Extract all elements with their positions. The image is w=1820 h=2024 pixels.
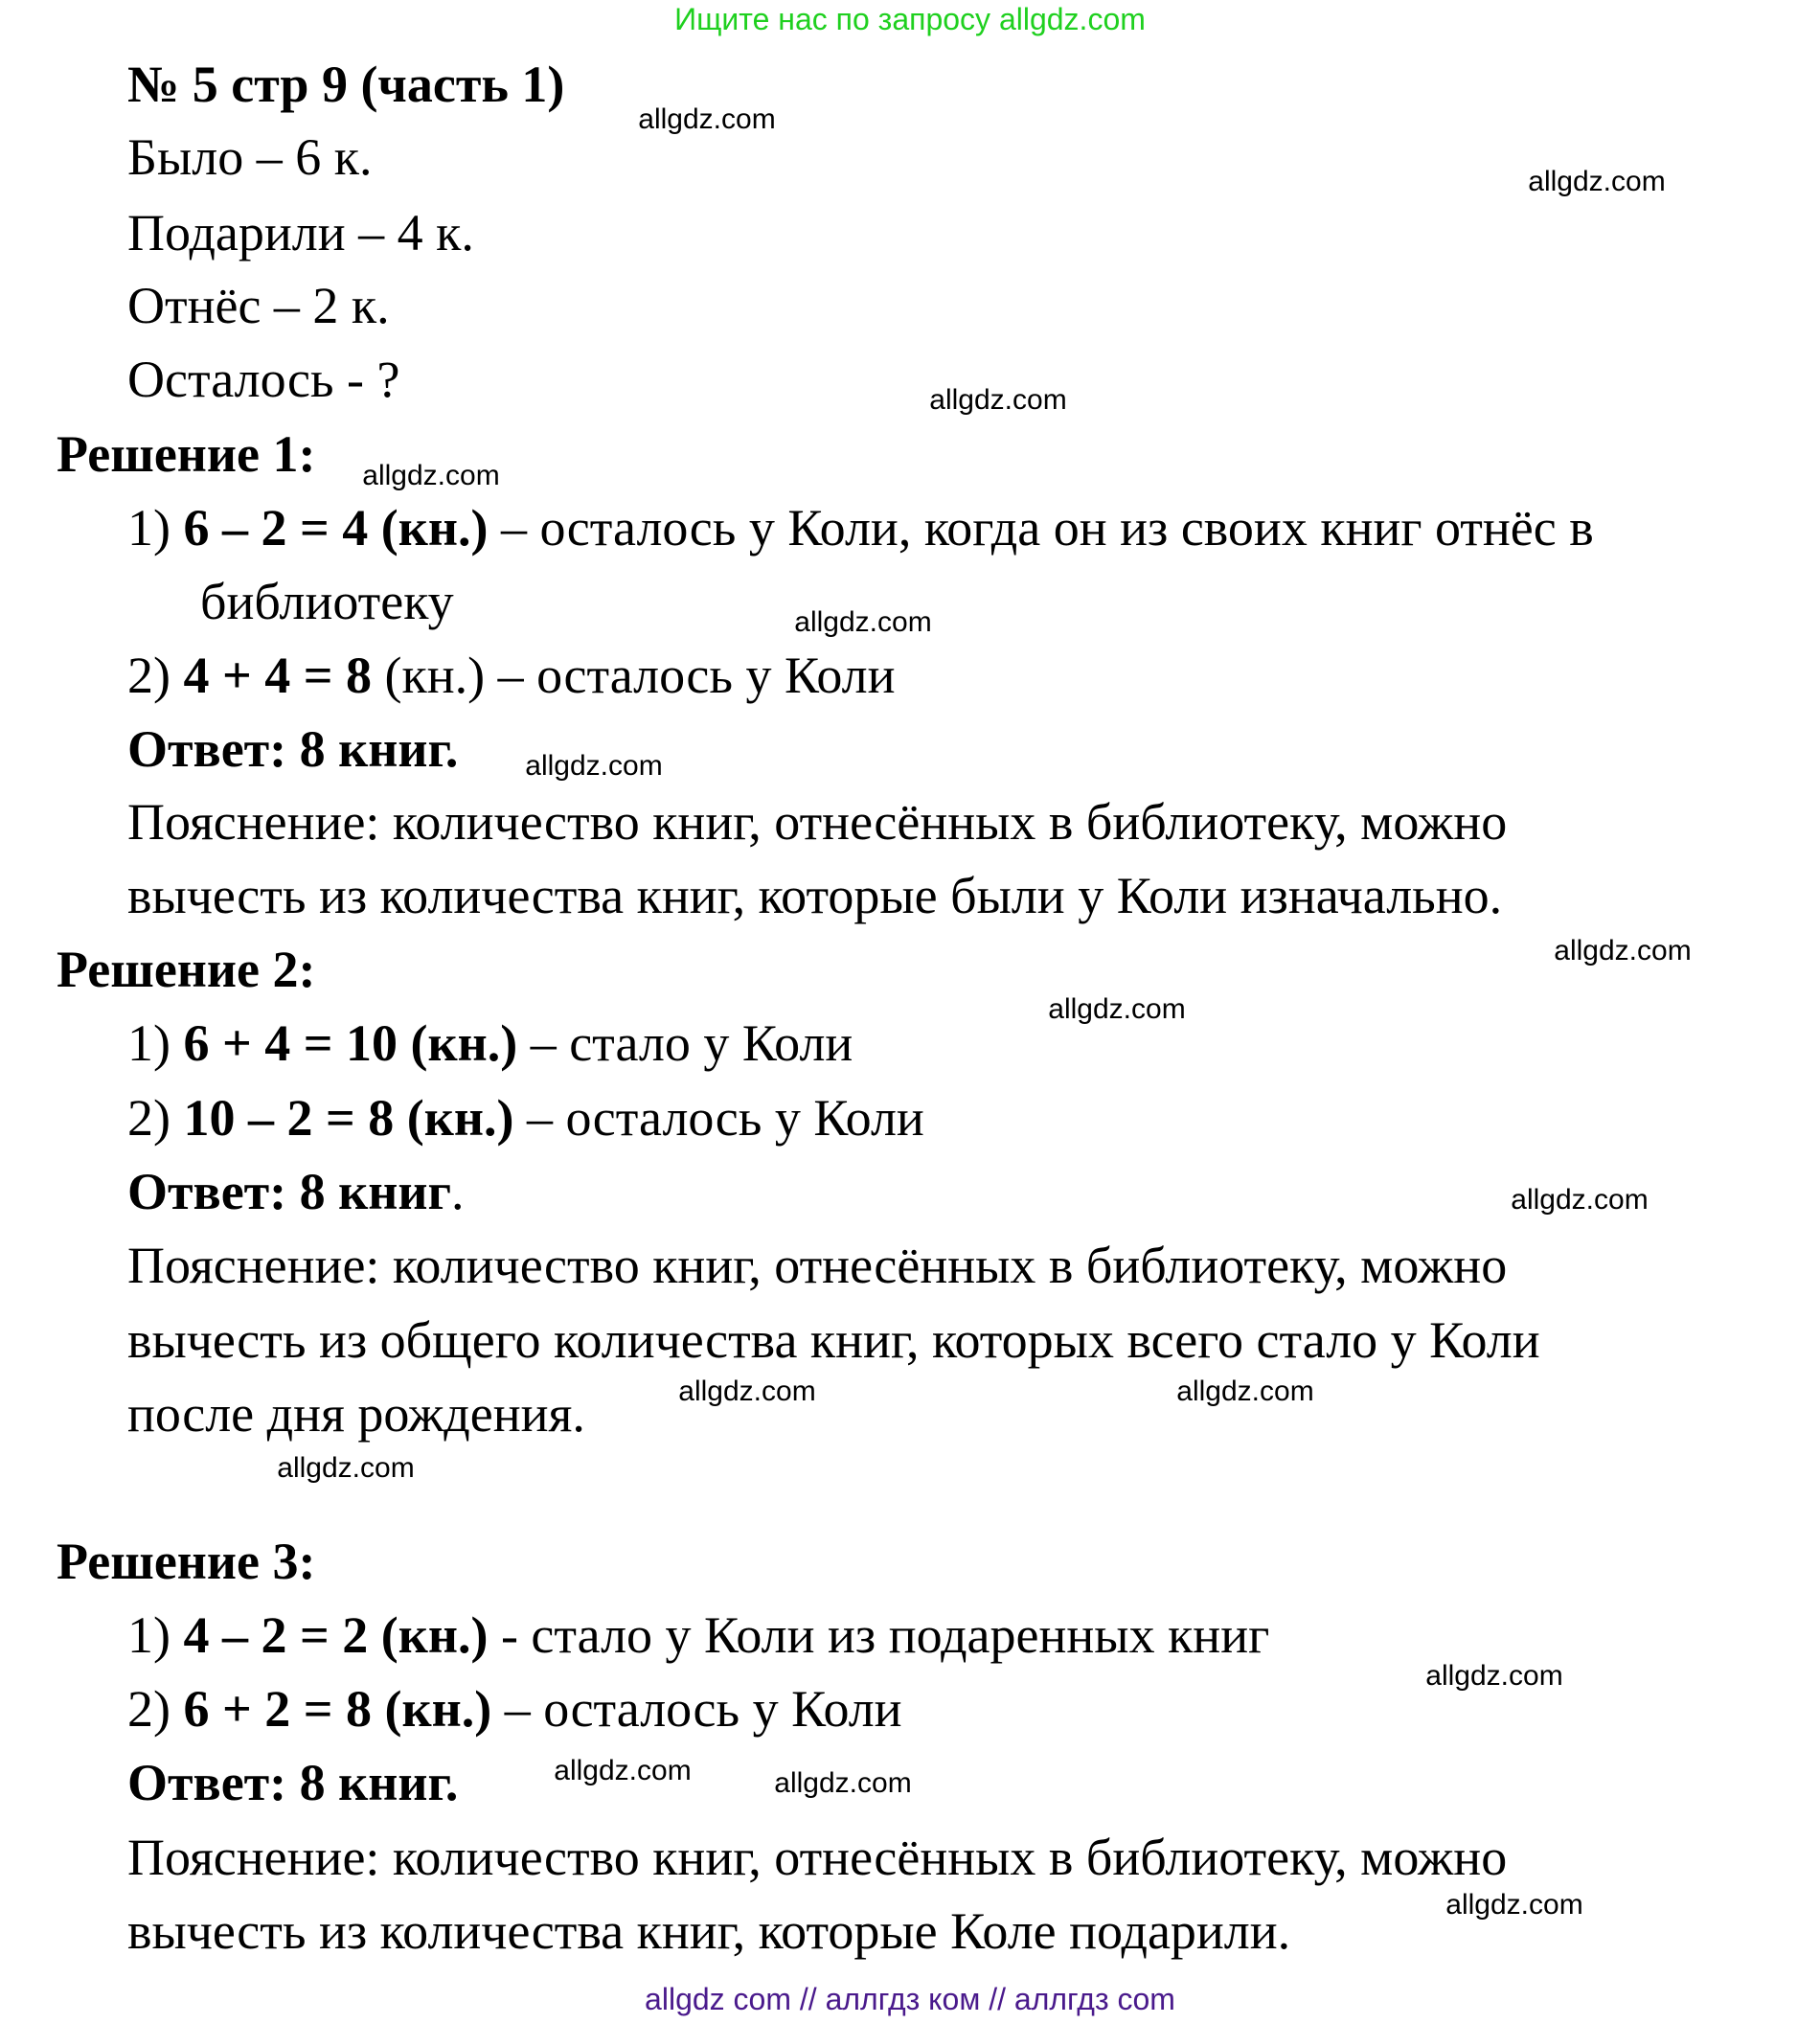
watermark: allgdz.com: [638, 103, 776, 135]
text-segment: – осталось у Коли: [491, 1680, 902, 1738]
watermark: allgdz.com: [362, 460, 500, 491]
watermark: allgdz.com: [1554, 935, 1692, 967]
text-line: [127, 499, 1594, 557]
text-line: [200, 573, 454, 630]
text-segment: 6 + 4 = 10 (кн.): [183, 1014, 518, 1072]
text-line: [127, 277, 390, 334]
text-segment: Пояснение: количество книг, отнесённых в библиотеку, можно: [127, 793, 1508, 851]
text-line: [127, 56, 565, 113]
text-segment: Пояснение: количество книг, отнесённых в библиотеку, можно: [127, 1237, 1508, 1294]
text-segment: вычесть из общего количества книг, которых всего стало у Коли: [127, 1311, 1540, 1369]
solution-heading: [57, 941, 316, 998]
solution-heading: [57, 1533, 316, 1590]
text-segment: вычесть из количества книг, которые Коле подарили.: [127, 1902, 1291, 1960]
watermark: allgdz.com: [1176, 1376, 1314, 1407]
text-segment: 4 – 2 = 2 (кн.): [183, 1606, 489, 1664]
text-segment: 10 – 2 = 8 (кн.): [183, 1089, 514, 1147]
watermark: allgdz.com: [1048, 993, 1186, 1025]
text-segment: 2): [127, 1089, 184, 1147]
text-line: [127, 1163, 465, 1220]
watermark: allgdz.com: [525, 750, 663, 782]
text-line: [127, 1014, 853, 1072]
text-segment: 6 + 2 = 8 (кн.): [183, 1680, 492, 1738]
text-segment: Отнёс – 2 к.: [127, 277, 390, 334]
text-segment: Пояснение: количество книг, отнесённых в библиотеку, можно: [127, 1829, 1508, 1886]
text-segment: 2): [127, 1680, 184, 1738]
text-segment: - стало у Коли из подаренных книг: [488, 1606, 1270, 1664]
text-line: [127, 1754, 459, 1811]
text-segment: .: [451, 1163, 465, 1220]
watermark: allgdz.com: [929, 384, 1067, 416]
text-segment: Ответ: 8 книг.: [127, 720, 459, 778]
text-line: [127, 867, 1503, 924]
text-segment: – осталось у Коли: [513, 1089, 924, 1147]
text-line: [127, 204, 474, 262]
text-line: [127, 1902, 1291, 1960]
watermark: allgdz.com: [678, 1376, 816, 1407]
text-segment: (кн.) – осталось у Коли: [372, 647, 896, 704]
text-line: [127, 720, 459, 778]
text-line: [127, 1311, 1540, 1369]
search-banner: Ищите нас по запросу allgdz.com: [674, 2, 1146, 36]
text-segment: вычесть из количества книг, которые были у Коли изначально.: [127, 867, 1503, 924]
text-segment: Осталось - ?: [127, 351, 400, 408]
text-line: [127, 793, 1508, 851]
watermark: allgdz.com: [1445, 1889, 1583, 1921]
watermark: allgdz.com: [1425, 1660, 1563, 1692]
watermark: allgdz.com: [774, 1767, 912, 1799]
text-line: [127, 1089, 924, 1147]
footer-watermark: allgdz com // аллгдз ком // аллгдз com: [645, 1982, 1175, 2016]
text-segment: 6 – 2 = 4 (кн.): [183, 499, 489, 557]
text-line: [127, 351, 400, 408]
text-segment: Было – 6 к.: [127, 128, 373, 186]
text-segment: – стало у Коли: [517, 1014, 853, 1072]
text-line: [127, 128, 373, 186]
watermark: allgdz.com: [794, 606, 932, 638]
text-segment: 2): [127, 647, 184, 704]
text-segment: Решение 2:: [57, 941, 316, 998]
watermark: allgdz.com: [554, 1755, 692, 1786]
text-segment: Решение 3:: [57, 1533, 316, 1590]
text-segment: 4 + 4 = 8: [183, 647, 373, 704]
text-line: [127, 1829, 1508, 1886]
text-line: [127, 1680, 902, 1738]
text-line: [127, 647, 896, 704]
text-segment: 1): [127, 499, 184, 557]
text-segment: Ответ: 8 книг.: [127, 1754, 459, 1811]
text-segment: Решение 1:: [57, 425, 316, 483]
text-segment: № 5 стр 9 (часть 1): [127, 56, 565, 113]
text-line: [127, 1385, 585, 1443]
text-segment: библиотеку: [200, 573, 454, 630]
text-segment: – осталось у Коли, когда он из своих книг отнёс в: [488, 499, 1594, 557]
text-segment: Ответ: 8 книг: [127, 1163, 452, 1220]
text-line: [127, 1606, 1270, 1664]
solution-heading: [57, 425, 316, 483]
text-line: [127, 1237, 1508, 1294]
watermark: allgdz.com: [1511, 1184, 1649, 1216]
text-segment: Подарили – 4 к.: [127, 204, 474, 262]
text-segment: 1): [127, 1606, 184, 1664]
watermark: allgdz.com: [1528, 166, 1666, 197]
watermark: allgdz.com: [277, 1452, 415, 1484]
text-segment: после дня рождения.: [127, 1385, 585, 1443]
text-segment: 1): [127, 1014, 184, 1072]
